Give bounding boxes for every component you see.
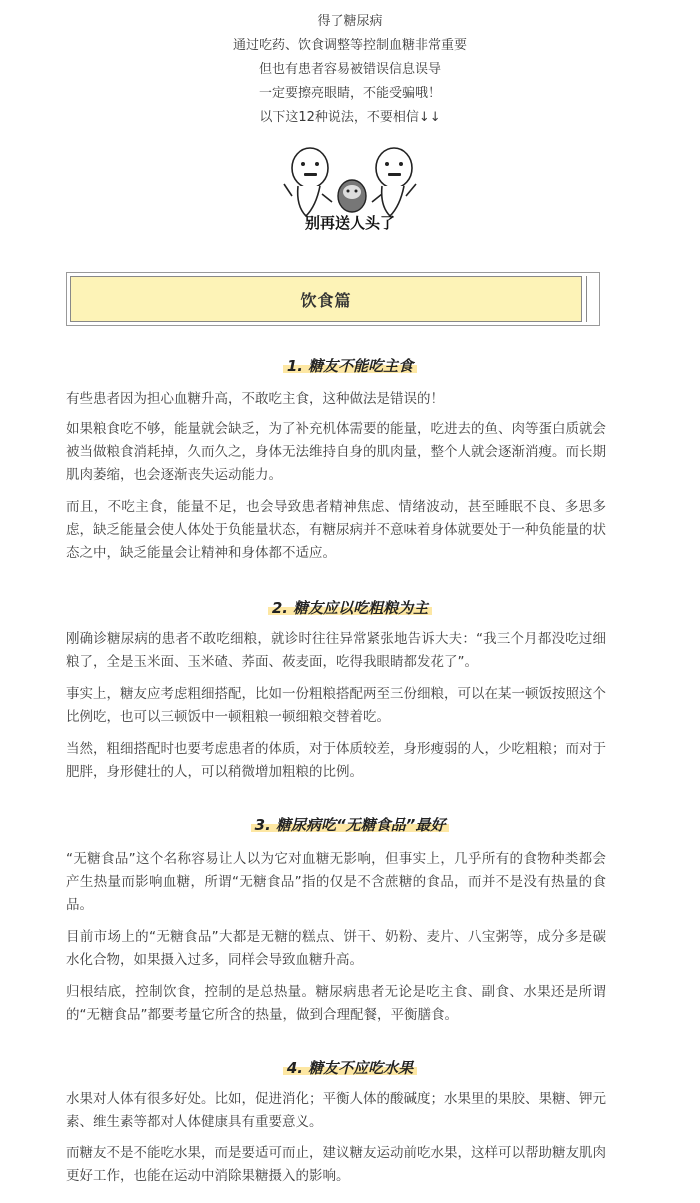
paragraph: 当然，粗细搭配时也要考虑患者的体质，对于体质较差，身形瘦弱的人，少吃粗粮；而对于肥胖，身形健壮的人，可以稍微增加粗粮的比例。 <box>66 741 606 780</box>
paragraph: “无糖食品”这个名称容易让人以为它对血糖无影响，但事实上，几乎所有的食物种类都会产生热量而影响血糖，所谓“无糖食品”指的仅是不含蔗糖的食品，而并不是没有热量的食品。 <box>66 851 606 913</box>
intro-line: 但也有患者容易被错误信息误导 <box>258 62 441 77</box>
paragraph: 如果粮食吃不够，能量就会缺乏，为了补充机体需要的能量，吃进去的鱼、肉等蛋白质就会被当做粮食消耗掉，久而久之，身体无法维持自身的肌肉量，整个人就会逐渐消瘦。而长期肌肉萎缩，也会逐渐丧失运动能力。 <box>66 421 606 483</box>
paragraph: 而糖友不是不能吃水果，而是要适可而止，建议糖友运动前吃水果，这样可以帮助糖友肌肉更好工作，也能在运动中消除果糖摄入的影响。 <box>66 1145 606 1184</box>
section-heading <box>0 598 700 617</box>
section-banner-title: 饮食篇 <box>70 276 582 322</box>
section-title: 3. 糖尿病吃“无糖食品”最好 <box>251 817 450 833</box>
paragraph: 事实上，糖友应考虑粗细搭配，比如一份粗粮搭配两至三份细粮，可以在某一顿饭按照这个比例吃，也可以三顿饭中一顿粗粮一顿细粮交替着吃。 <box>66 686 606 725</box>
section-heading <box>0 1058 700 1077</box>
paragraph: 水果对人体有很多好处。比如，促进消化；平衡人体的酸碱度；水果里的果胶、果糖、钾元素、维生素等都对人体健康具有重要意义。 <box>66 1091 606 1130</box>
meme-caption: 别再送人头了 <box>304 214 395 232</box>
banner-edge <box>586 276 596 322</box>
intro-block <box>0 10 700 130</box>
section-banner <box>66 272 600 326</box>
section-title: 2. 糖友应以吃粗粮为主 <box>268 600 432 616</box>
paragraph: 刚确诊糖尿病的患者不敢吃细粮，就诊时往往异常紧张地告诉大夫：“我三个月都没吃过细粮了，全是玉米面、玉米碴、荞面、莜麦面，吃得我眼睛都发花了”。 <box>66 631 606 670</box>
paragraph: 而且，不吃主食，能量不足，也会导致患者精神焦虑、情绪波动，甚至睡眠不良、多思多虑，缺乏能量会使人体处于负能量状态，有糖尿病并不意味着身体就要处于一种负能量的状态之中，缺乏能量会让精神和身体都不适应。 <box>66 499 606 561</box>
paragraph: 归根结底，控制饮食，控制的是总热量。糖尿病患者无论是吃主食、副食、水果还是所谓的“无糖食品”都要考量它所含的热量，做到合理配餐，平衡膳食。 <box>66 984 606 1023</box>
section-heading <box>0 815 700 834</box>
intro-line: 一定要擦亮眼睛，不能受骗哦！ <box>258 86 441 101</box>
intro-line: 以下这12种说法，不要相信↓↓ <box>259 110 441 125</box>
section-heading <box>0 356 700 375</box>
section-title: 4. 糖友不应吃水果 <box>283 1060 417 1076</box>
paragraph: 目前市场上的“无糖食品”大都是无糖的糕点、饼干、奶粉、麦片、八宝粥等，成分多是碳水化合物，如果摄入过多，同样会导致血糖升高。 <box>66 929 606 968</box>
intro-line: 得了糖尿病 <box>317 14 383 29</box>
paragraph: 有些患者因为担心血糖升高，不敢吃主食，这种做法是错误的！ <box>66 391 444 407</box>
intro-line: 通过吃药、饮食调整等控制血糖非常重要 <box>232 38 467 53</box>
section-title: 1. 糖友不能吃主食 <box>283 358 417 374</box>
